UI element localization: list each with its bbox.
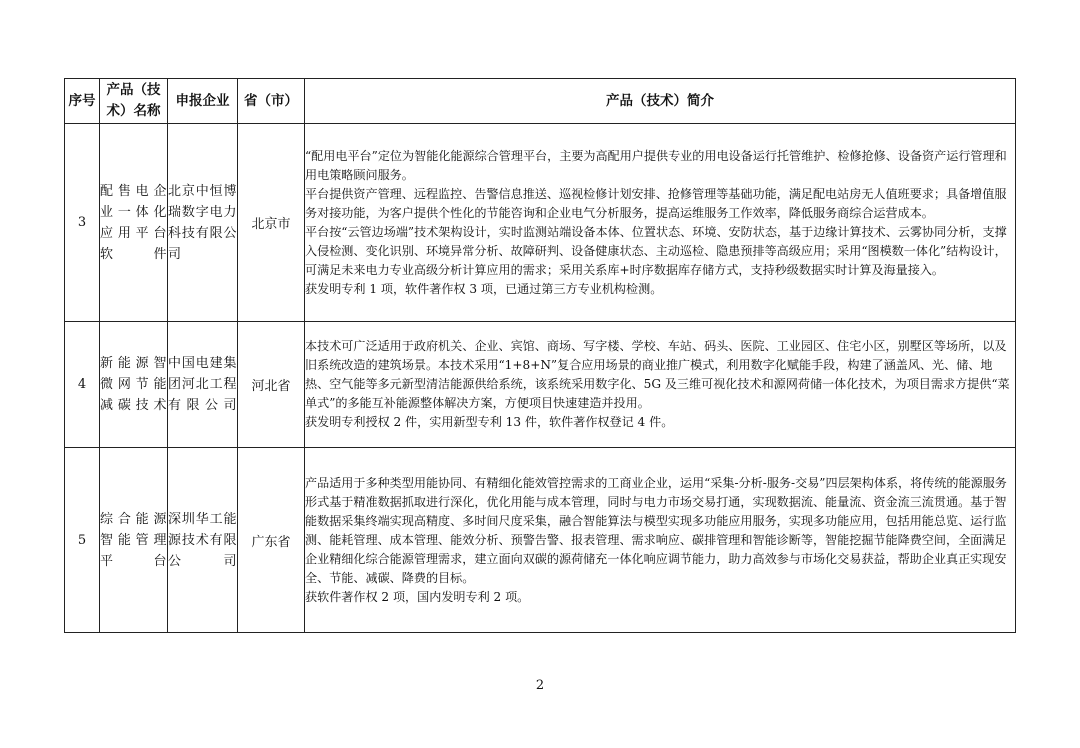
intro-paragraph: 产品适用于多种类型用能协同、有精细化能效管控需求的工商业企业，运用“采集-分析-服务-交易”四层架构体系，将传统的能源服务形式基于精准数据抓取进行深化，优化用能与成本管理，同时与电力市场交易打通，实现数据流、能量流、资金流三流贯通。基于智能数据采集终端实现高精度、多时间尺度采集，融合智能算法与模型实现多功能应用服务，实现多功能应用，包括用能总览、运行监测、能耗管理、成本管理、能效分析、预警告警、报表管理、需求响应、碳排管理和智能诊断等，智能挖掘节能降费空间，全面满足企业精细化综合能源管理需求，建立面向双碳的源荷储充一体化响应调节能力，助力高效参与市场化交易获益，帮助企业真正实现安全、节能、减碳、降费的目标。 xyxy=(305,475,1007,585)
header-no: 序号 xyxy=(65,79,100,124)
product-intro xyxy=(305,448,1016,633)
province: 北京市 xyxy=(238,124,305,322)
intro-paragraph: 平台按“云管边场端”技术架构设计，实时监测站端设备本体、位置状态、环境、安防状态，基于边缘计算技术、云雾协同分析，支撑入侵检测、变化识别、环境异常分析、故障研判、设备健康状态、主动巡检、隐患预排等高级应用；采用“图模数一体化”结构设计，可满足未来电力专业高级分析计算应用的需求；采用关系库+时序数据库存储方式，支持秒级数据实时计算及海量接入。 xyxy=(305,224,1007,277)
intro-paragraph: 获软件著作权 2 项，国内发明专利 2 项。 xyxy=(305,589,530,604)
header-company: 申报企业 xyxy=(168,79,238,124)
table-header-row xyxy=(65,79,1016,124)
page-number: 2 xyxy=(535,678,545,693)
row-number: 5 xyxy=(65,448,100,633)
intro-paragraph: 本技术可广泛适用于政府机关、企业、宾馆、商场、写字楼、学校、车站、码头、医院、工业园区、住宅小区，别墅区等场所，以及旧系统改造的建筑场景。本技术采用“1+8+N”复合应用场景的商业推广模式，利用数字化赋能手段，构建了涵盖风、光、储、地热、空气能等多元新型清洁能源供给系统，该系统采用数字化、5G 及三维可视化技术和源网荷储一体化技术，为项目需求方提供“菜单式”的多能互补能源整体解决方案，方便项目快速建造并投用。 xyxy=(305,339,1010,410)
intro-paragraph: 获发明专利 1 项，软件著作权 3 项，已通过第三方专业机构检测。 xyxy=(305,281,663,296)
header-province: 省（市） xyxy=(238,79,305,124)
company-name: 北京中恒博瑞数字电力科技有限公司 xyxy=(168,124,238,322)
intro-paragraph: “配用电平台”定位为智能化能源综合管理平台，主要为高配用户提供专业的用电设备运行托管维护、检修抢修、设备资产运行管理和用电策略顾问服务。 xyxy=(305,148,1007,182)
province: 广东省 xyxy=(238,448,305,633)
product-name: 配售电企业一体化应用平台软件 xyxy=(100,124,168,322)
company-name: 中国电建集团河北工程有限公司 xyxy=(168,322,238,448)
province: 河北省 xyxy=(238,322,305,448)
product-name: 综合能源智能管理平台 xyxy=(100,448,168,633)
intro-paragraph: 平台提供资产管理、远程监控、告警信息推送、巡视检修计划安排、抢修管理等基础功能，满足配电站房无人值班要求；具备增值服务对接功能，为客户提供个性化的节能咨询和企业电气分析服务，提高运维服务工作效率，降低服务商综合运营成本。 xyxy=(305,186,1007,220)
company-name: 深圳华工能源技术有限公司 xyxy=(168,448,238,633)
product-intro xyxy=(305,124,1016,322)
product-intro xyxy=(305,322,1016,448)
row-number: 3 xyxy=(65,124,100,322)
header-name: 产品（技术）名称 xyxy=(100,79,168,124)
header-intro: 产品（技术）简介 xyxy=(305,79,1016,124)
intro-paragraph: 获发明专利授权 2 件，实用新型专利 13 件，软件著作权登记 4 件。 xyxy=(305,415,674,429)
row-number: 4 xyxy=(65,322,100,448)
table-row xyxy=(65,124,1016,322)
product-table xyxy=(64,78,1016,633)
table-row xyxy=(65,322,1016,448)
table-row xyxy=(65,448,1016,633)
product-name: 新能源智微网节能减碳技术 xyxy=(100,322,168,448)
